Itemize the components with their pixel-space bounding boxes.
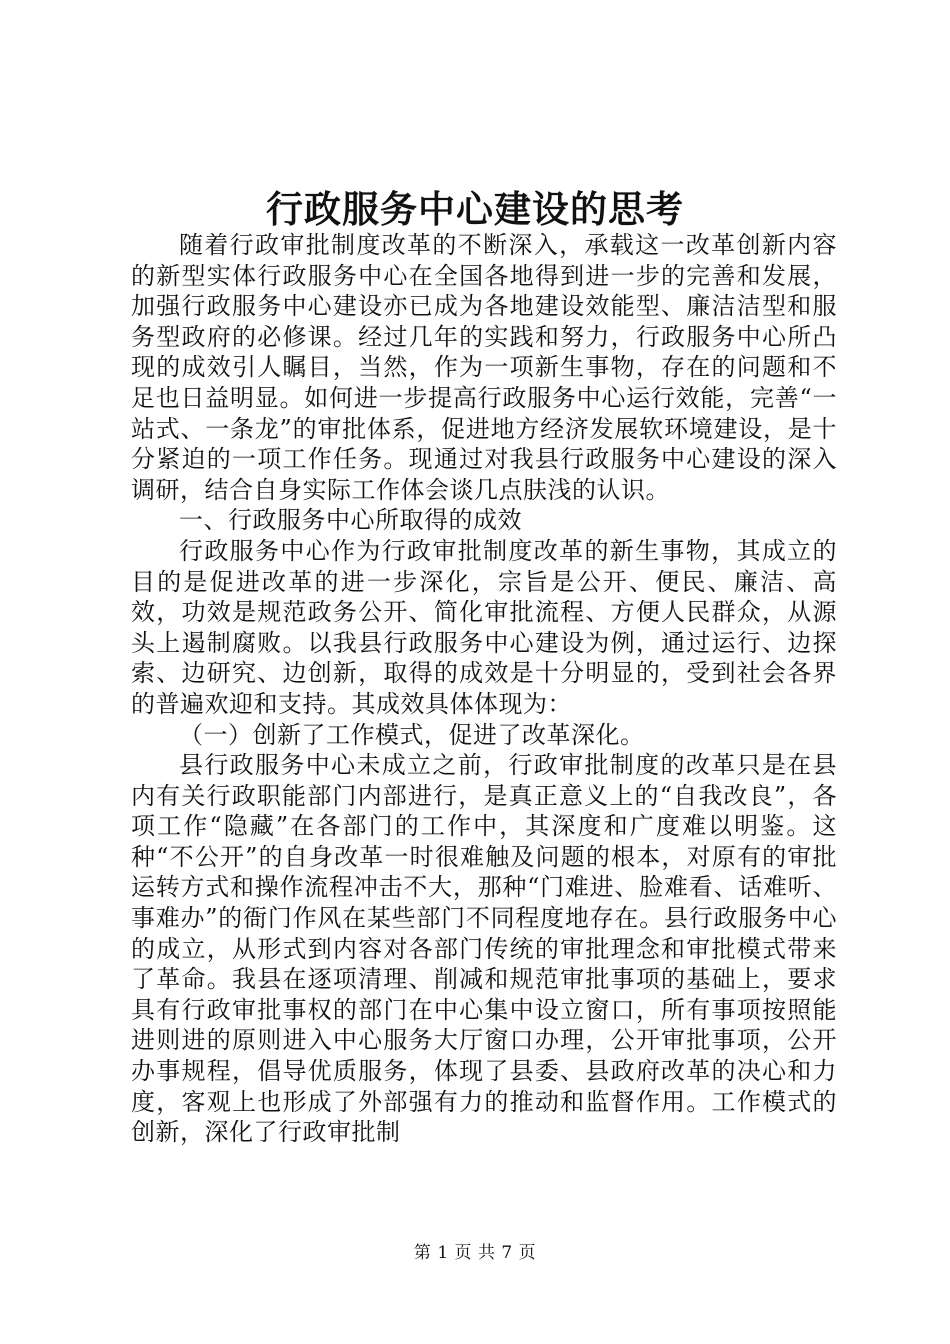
document-body	[131, 230, 837, 1148]
document-title: 行政服务中心建设的思考	[266, 187, 684, 231]
section-heading-1: 一、行政服务中心所取得的成效	[179, 506, 522, 535]
section-paragraph-1: 行政服务中心作为行政审批制度改革的新生事物，其成立的目的是促进改革的进一步深化，宗旨是公开、便民、廉洁、高效，功效是规范政务公开、简化审批流程、方便人民群众，从源头上遏制腐败。以我县行政服务中心建设为例，通过运行、边探索、边研究、边创新，取得的成效是十分明显的，受到社会各界的普遍欢迎和支持。其成效具体体现为：	[131, 536, 837, 718]
page-number-footer: 第 1 页 共 7 页	[413, 1243, 537, 1263]
subsection-paragraph-1: 县行政服务中心未成立之前，行政审批制度的改革只是在县内有关行政职能部门内部进行，是真正意义上的“自我改良”，各项工作“隐藏”在各部门的工作中，其深度和广度难以明鉴。这种“不公开”的自身改革一时很难触及问题的根本，对原有的审批运转方式和操作流程冲击不大，那种“门难进、脸难看、话难听、事难办”的衙门作风在某些部门不同程度地存在。县行政服务中心的成立，从形式到内容对各部门传统的审批理念和审批模式带来了革命。我县在逐项清理、削减和规范审批事项的基础上，要求具有行政审批事权的部门在中心集中设立窗口，所有事项按照能进则进的原则进入中心服务大厅窗口办理，公开审批事项，公开办事规程，倡导优质服务，体现了县委、县政府改革的决心和力度，客观上也形成了外部强有力的推动和监督作用。工作模式的创新，深化了行政审批制	[131, 751, 837, 1147]
subsection-heading-1: （一）创新了工作模式，促进了改革深化。	[179, 720, 645, 749]
intro-paragraph: 随着行政审批制度改革的不断深入，承载这一改革创新内容的新型实体行政服务中心在全国各地得到进一步的完善和发展，加强行政服务中心建设亦已成为各地建设效能型、廉洁洁型和服务型政府的必修课。经过几年的实践和努力，行政服务中心所凸现的成效引人瞩目，当然，作为一项新生事物，存在的问题和不足也日益明显。如何进一步提高行政服务中心运行效能，完善“一站式、一条龙”的审批体系，促进地方经济发展软环境建设，是十分紧迫的一项工作任务。现通过对我县行政服务中心建设的深入调研，结合自身实际工作体会谈几点肤浅的认识。	[131, 231, 837, 504]
